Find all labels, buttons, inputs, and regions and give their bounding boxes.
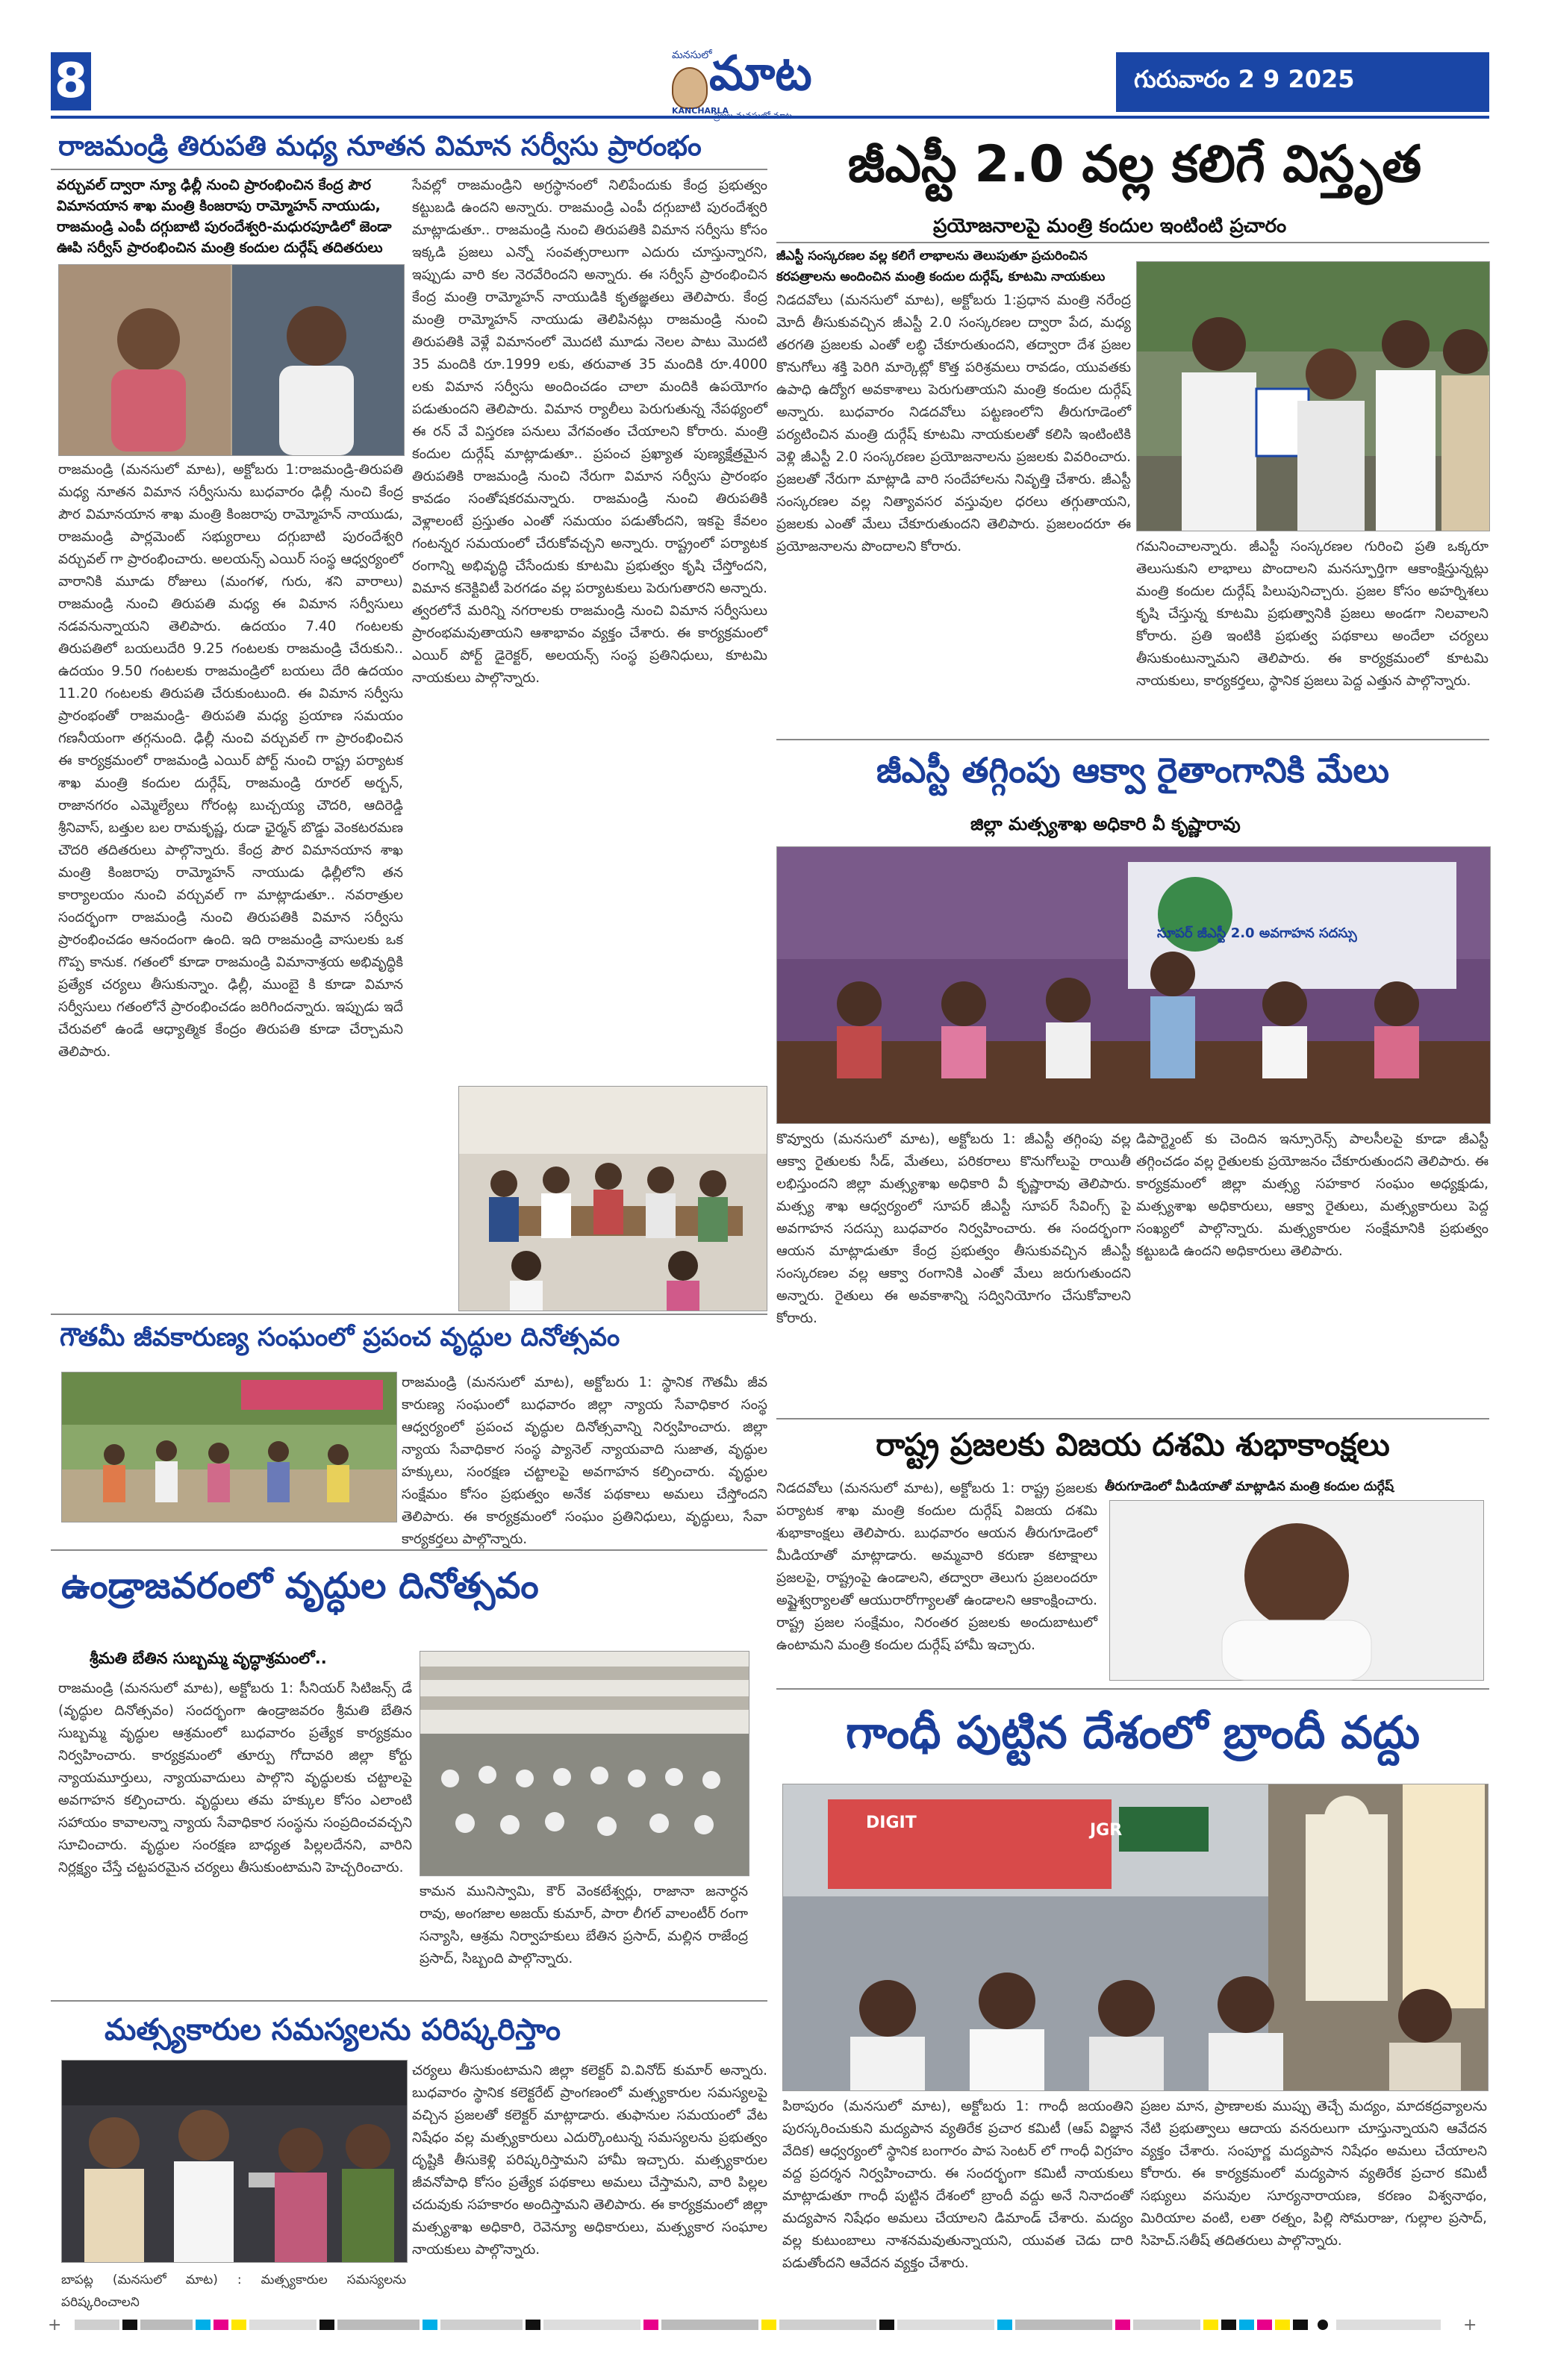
gautami-body: రాజమండ్రి (మనసులో మాట), అక్టోబరు 1: స్థానిక గౌతమీ జీవ కారుణ్య సంఘంలో బుధవారం జిల్లా న్యాయ సేవాధికార సంస్థ ఆధ్వర్యంలో ప్రపంచ వృద్ధుల దినోత్సవాన్ని నిర్వహించారు. జిల్లా న్యాయ సేవాధికార సంస్థ ప్యానెల్ న్యాయవాది సుజాత, వృద్ధుల హక్కులు, సంరక్షణ చట్టాలపై అవగాహన కల్పించారు. వృద్ధుల సంక్షేమం కోసం ప్రభుత్వం అనేక పథకాలు అమలు చేస్తోందని తెలిపారు. ఈ కార్యక్రమంలో సంఘం ప్రతినిధులు, వృద్ధులు, సేవా కార్యకర్తలు పాల్గొన్నారు.	[402, 1375, 767, 1547]
aqua-body-col1: కొవ్వూరు (మనసులో మాట), అక్టోబరు 1: జీఎస్టీ తగ్గింపు వల్ల ఆక్వా రైతులకు సీడ్, మేతలు, పరికరాలు కొనుగోలుపై రాయితీ లభిస్తుందని జిల్లా మత్స్యశాఖ అధికారి వీ కృష్ణారావు తెలిపారు. మత్స్య శాఖ ఆధ్వర్యంలో సూపర్ జీఎస్టీ సూపర్ సేవింగ్స్ పై అవగాహన సదస్సు బుధవారం నిర్వహించారు. ఈ సందర్భంగా ఆయన మాట్లాడుతూ కేంద్ర ప్రభుత్వం తీసుకువచ్చిన జీఎస్టీ సంస్కరణల వల్ల ఆక్వా రంగానికి ఎంతో మేలు జరుగుతుందని అన్నారు. రైతులు ఈ అవకాశాన్ని సద్వినియోగం చేసుకోవాలని కోరారు.	[776, 1131, 1131, 1326]
masthead-small: మనసులో	[672, 49, 712, 61]
wishes-portrait-art	[1110, 1501, 1483, 1680]
wishes-portrait-photo	[1109, 1500, 1484, 1681]
gst-body-col1: నిడదవోలు (మనసులో మాట), అక్టోబరు 1:ప్రధాన మంత్రి నరేంద్ర మోదీ తీసుకువచ్చిన జీఎస్టీ 2.0 సంస్కరణల ద్వారా పేద, మధ్య తరగతి ప్రజలకు ఎంతో లబ్ధి చేకూరుతుందని, తద్వారా దేశ ప్రజల కొనుగోలు శక్తి పెరిగి మార్కెట్లో కొత్త పరిశ్రమలు రావడం, యువతకు ఉపాధి ఉద్యోగ అవకాశాలు పెరుగుతాయని మంత్రి కందుల దుర్గేష్ అన్నారు. బుధవారం నిడదవోలు పట్టణంలోని తీరుగూడెంలో పర్యటించిన మంత్రి దుర్గేష్ కూటమి నాయకులతో కలిసి ఇంటింటికి వెళ్లి జీఎస్టీ 2.0 సంస్కరణల ప్రయోజనాలను ప్రజలకు వివరించారు. ప్రజలతో నేరుగా మాట్లాడి వారి సందేహాలను నివృత్తి చేశారు. జీఎస్టీ సంస్కరణల వల్ల నిత్యావసర వస్తువుల ధరలు తగ్గుతాయని, ప్రజలకు ఎంతో మేలు చేకూరుతుందని తెలిపారు. ప్రజలందరూ ఈ ప్రయోజనాలను పొందాలని కోరారు.	[776, 293, 1131, 555]
flight-headline: రాజమండ్రి తిరుపతి మధ్య నూతన విమాన సర్వీసు ప్రారంభం	[58, 130, 702, 162]
gst-headline: జీఎస్టీ 2.0 వల్ల కలిగే విస్తృత	[847, 135, 1422, 194]
flight-meeting-photo-art	[59, 265, 404, 455]
wishes-body: నిడదవోలు (మనసులో మాట), అక్టోబరు 1: రాష్ట్ర ప్రజలకు పర్యాటక శాఖ మంత్రి కందుల దుర్గేష్ విజయ దశమి శుభాకాంక్షలు తెలిపారు. బుధవారం ఆయన తీరుగూడెంలో మీడియాతో మాట్లాడారు. అమ్మవారి కరుణా కటాక్షాలు ప్రజలపై, రాష్ట్రంపై ఉండాలని, తద్వారా తెలుగు ప్రజలందరూ అష్టైశ్వర్యాలతో ఆయురారోగ్యాలతో ఉండాలని ఆకాంక్షించారు. రాష్ట్ర ప్రజల సంక్షేమం, నిరంతర ప్రజలకు అందుబాటులో ఉంటామని మంత్రి కందుల దుర్గేష్ హామీ ఇచ్చారు.	[776, 1481, 1097, 1653]
date-band: గురువారం 2 9 2025	[1116, 52, 1489, 112]
fishermen-body: చర్యలు తీసుకుంటామని జిల్లా కలెక్టర్ వి.వినోద్ కుమార్ అన్నారు. బుధవారం స్థానిక కలెక్టరేట్ ప్రాంగణంలో మత్స్యకారుల సమస్యలపై వచ్చిన ప్రజలతో కలెక్టర్ మాట్లాడారు. తుఫానుల సమయంలో వేట నిషేధం వల్ల మత్స్యకారులు ఎదుర్కొంటున్న సమస్యలను ప్రభుత్వం దృష్టికి తీసుకెళ్లి పరిష్కరిస్తామని హామీ ఇచ్చారు. మత్స్యకారుల జీవనోపాధి కోసం ప్రత్యేక పథకాలు అమలు చేస్తామని, వారి పిల్లల చదువుకు సహకారం అందిస్తామని తెలిపారు. ఈ కార్యక్రమంలో జిల్లా మత్స్యశాఖ అధికారి, రెవెన్యూ అధికారులు, మత్స్యకార సంఘాల నాయకులు పాల్గొన్నారు.	[412, 2063, 767, 2258]
masthead	[672, 46, 844, 121]
aqua-banner-text: సూపర్ జీఎస్టీ 2.0 అవగాహన సదస్సు	[1157, 925, 1357, 941]
gst-body-col2: గమనించాలన్నారు. జీఎస్టీ సంస్కరణల గురించి ప్రతి ఒక్కరూ తెలుసుకుని లాభాలు పొందాలని మనస్ఫూర్తిగా ఆకాంక్షిస్తున్నట్లు మంత్రి కందుల దుర్గేష్ పిలుపునిచ్చారు. ప్రజల కోసం అహర్నిశలు కృషి చేస్తున్న కూటమి ప్రభుత్వానికి ప్రజలు అండగా నిలవాలని కోరారు. ప్రతి ఇంటికి ప్రభుత్వ పథకాలు అందేలా చర్యలు తీసుకుంటున్నామని తెలిపారు. ఈ కార్యక్రమంలో కూటమి నాయకులు, కార్యకర్తలు, స్థానిక ప్రజలు పెద్ద ఎత్తున పాల్గొన్నారు.	[1136, 539, 1489, 689]
gautami-photo-art	[62, 1372, 396, 1522]
aqua-subhead: జిల్లా మత్స్యశాఖ అధికారి వీ కృష్ణారావు	[970, 813, 1241, 834]
registration-bar	[45, 2314, 1493, 2336]
undrajavaram-photo-art	[420, 1652, 749, 1875]
gandhi-body-col2: ప్రజల మాన, ప్రాణాలకు ముప్పు తెచ్చే మద్యం, మాదకద్రవ్యాలను నేటి ప్రభుత్వాలు ఆదాయ వనరులుగా చూస్తున్నాయని ఆవేదన వ్యక్తం చేశారు. సంపూర్ణ మద్యపాన నిషేధం అమలు చేయాలని కోరారు. ఈ కార్యక్రమంలో మద్యపాన వ్యతిరేక ప్రచార కమిటీ సభ్యులు వసువుల సూర్యనారాయణ, కరణం విశ్వనాథం, మిరియాల వంటి, లతా రత్నం, పిల్లి సోమరాజు, గుల్లాల ప్రసాద్, సిహెచ్.సతీష్ తదితరులు పాల్గొన్నారు.	[1141, 2099, 1487, 2249]
aqua-meeting-photo	[776, 846, 1491, 1124]
flight-meeting-photo	[58, 264, 405, 456]
gautami-headline: గౌతమీ జీవకారుణ్య సంఘంలో ప్రపంచ వృద్ధుల దినోత్సవం	[60, 1322, 620, 1352]
fishermen-caption: బాపట్ల (మనసులో మాట) : మత్స్యకారుల సమస్యలను పరిష్కరించాలని	[61, 2273, 406, 2310]
aqua-rule	[776, 739, 1489, 740]
aqua-body-col2: డిపార్ట్మెంట్ కు చెందిన ఇన్సూరెన్స్ పాలసీలపై కూడా జీఎస్టీ తగ్గించడం వల్ల రైతులకు ప్రయోజనం చేకూరుతుందని తెలిపారు. ఈ కార్యక్రమంలో జిల్లా మత్స్య సహకార సంఘం అధ్యక్షుడు, మత్స్యశాఖ అధికారులు, ఆక్వా రైతులు, మత్స్యకారులు పెద్ద సంఖ్యలో పాల్గొన్నారు. మత్స్యకారుల సంక్షేమానికి ప్రభుత్వం కట్టుబడి ఉందని అధికారులు తెలిపారు.	[1136, 1131, 1489, 1259]
gandhi-photo-jgr-sign: JGR	[1090, 1821, 1123, 1840]
registration-bar-art	[45, 2314, 1493, 2336]
flight-body-col1: రాజమండ్రి (మనసులో మాట), అక్టోబరు 1:రాజమండ్రి-తిరుపతి మధ్య నూతన విమాన సర్వీసును బుధవారం ఢిల్లీ నుంచి కేంద్ర పౌర విమానయాన శాఖ మంత్రి కింజరాపు రామ్మోహన్ నాయుడు, రాజమండ్రి పార్లమెంట్ సభ్యురాలు దగ్గుబాటి పురందేశ్వరి వర్చువల్ గా ప్రారంభించారు. అలయన్స్ ఎయిర్ సంస్థ ఆధ్వర్యంలో వారానికి మూడు రోజులు (మంగళ, గురు, శని వారాలు) రాజమండ్రి నుంచి తిరుపతి మధ్య ఈ విమాన సర్వీసులు నడవనున్నాయని తెలిపారు. ఉదయం 7.40 గంటలకు తిరుపతిలో బయలుదేరి 9.25 గంటలకు రాజమండ్రి చేరుకుని.. ఉదయం 9.50 గంటలకు రాజమండ్రిలో బయలు దేరి ఉదయం 11.20 గంటలకు తిరుపతి చేరుకుంటుంది. ఈ విమాన సర్వీసు ప్రారంభంతో రాజమండ్రి- తిరుపతి మధ్య ప్రయాణ సమయం గణనీయంగా తగ్గనుంది. ఢిల్లీ నుంచి వర్చువల్ గా ప్రారంభించిన ఈ కార్యక్రమంలో రాజమండ్రి ఎయిర్ పోర్ట్ నుంచి రాష్ట్ర పర్యాటక శాఖ మంత్రి కందుల దుర్గేష్, రాజమండ్రి రూరల్ అర్బన్, రాజానగరం ఎమ్మెల్యేలు గోరంట్ల బుచ్చయ్య చౌదరి, ఆదిరెడ్డి శ్రీనివాస్, బత్తుల బల రామకృష్ణ, రుడా ఛైర్మన్ బొడ్డు వెంకటరమణ చౌదరి తదితరులు పాల్గొన్నారు. కేంద్ర పౌర విమానయాన శాఖ మంత్రి కింజరాపు రామ్మోహన్ నాయుడు ఢిల్లీలోని తన కార్యాలయం నుంచి వర్చువల్ గా మాట్లాడుతూ.. నవరాత్రుల సందర్భంగా రాజమండ్రి నుంచి తిరుపతికి విమాన సర్వీసు ప్రారంభించడం ఆనందంగా ఉంది. ఇది రాజమండ్రి వాసులకు ఒక గొప్ప కానుక. గతంలో కూడా రాజమండ్రి విమానాశ్రయ అభివృద్ధికి ప్రత్యేక చర్యలు తీసుకున్నాం. ఢిల్లీ, ముంబై కి కూడా విమాన సర్వీసులు గతంలోనే ప్రారంభించడం జరిగిందన్నారు. ఇప్పుడు ఇదే చేరువలో ఉండే ఆధ్యాత్మిక కేంద్రం తిరుపతి కూడా చేర్చామని తెలిపారు.	[58, 462, 403, 1060]
flight-event-photo-art	[459, 1087, 767, 1311]
gst-caption-2: కరపత్రాలను అందించిన మంత్రి కందుల దుర్గేష్, కూటమి నాయకులు	[776, 269, 1106, 284]
masthead-title: మాట	[709, 46, 812, 101]
gandhi-photo-shop-sign: DIGIT	[866, 1814, 917, 1832]
gandhi-body-col1: పిఠాపురం (మనసులో మాట), అక్టోబరు 1: గాంధీ జయంతిని పురస్కరించుకుని మద్యపాన వ్యతిరేక ప్రచార కమిటీ (ఆప్ విజ్ఞాన వేదిక) ఆధ్వర్యంలో స్థానిక బంగారం పాప సెంటర్ లో గాంధీ విగ్రహం వద్ద ప్రదర్శన నిర్వహించారు. ఈ సందర్భంగా కమిటీ నాయకులు మాట్లాడుతూ గాంధీ పుట్టిన దేశంలో బ్రాందీ వద్దు అనే నినాదంతో మద్యపాన నిషేధం అమలు చేయాలని డిమాండ్ చేశారు. మద్యం వల్ల కుటుంబాలు నాశనమవుతున్నాయని, యువత చెడు దారి పడుతోందని ఆవేదన వ్యక్తం చేశారు.	[782, 2099, 1133, 2271]
undrajavaram-rule	[51, 1549, 767, 1551]
header-rule	[51, 116, 1489, 119]
wishes-headline: రాష్ట్ర ప్రజలకు విజయ దశమి శుభాకాంక్షలు	[876, 1426, 1390, 1463]
undrajavaram-body-col2: కామన మునిస్వామి, కౌర్ వెంకటేశ్వర్లు, రాజానా జనార్ధన రావు, అంగజాల అజయ్ కుమార్, పారా లీగల్ వాలంటీర్ రంగా సన్యాసి, ఆశ్రమ నిర్వాహకులు బేతిన ప్రసాద్, మల్లిన రాజేంద్ర ప్రసాద్, సిబ్బంది పాల్గొన్నారు.	[420, 1884, 748, 1967]
gst-campaign-photo-art	[1137, 262, 1489, 531]
wishes-rule	[776, 1418, 1489, 1419]
aqua-headline: జీఎస్టీ తగ్గింపు ఆక్వా రైతాంగానికి మేలు	[876, 750, 1389, 790]
flight-event-photo	[458, 1086, 767, 1311]
gst-subhead: ప్రయోజనాలపై మంత్రి కందుల ఇంటింటి ప్రచారం	[933, 215, 1287, 237]
undrajavaram-headline: ఉండ్రాజవరంలో వృద్ధుల దినోత్సవం	[61, 1565, 539, 1607]
svg-text:+: +	[1463, 2316, 1477, 2334]
masthead-portrait	[672, 67, 708, 109]
page-number: 8	[51, 52, 91, 110]
fishermen-headline: మత్స్యకారుల సమస్యలను పరిష్కరిస్తాం	[105, 2013, 561, 2047]
undrajavaram-subhead: శ్రీమతి బేతిన సుబ్బమ్మ వృద్ధాశ్రమంలో..	[90, 1649, 327, 1667]
fishermen-rule	[51, 2000, 767, 2002]
fishermen-photo-art	[62, 2061, 407, 2262]
gst-campaign-photo	[1136, 261, 1490, 531]
gandhi-headline: గాంధీ పుట్టిన దేశంలో బ్రాందీ వద్దు	[846, 1707, 1420, 1759]
gandhi-rule	[776, 1688, 1489, 1690]
gst-rule	[776, 242, 1489, 243]
wishes-caption: తీరుగూడెంలో మీడియాతో మాట్లాడిన మంత్రి కందుల దుర్గేష్	[1105, 1479, 1394, 1494]
flight-rule	[51, 169, 767, 170]
masthead-kancharla: KANCHARLA	[672, 106, 729, 116]
undrajavaram-photo	[420, 1651, 749, 1876]
gautami-photo	[61, 1372, 397, 1522]
flight-intro: వర్చువల్ ద్వారా న్యూ ఢిల్లీ నుంచి ప్రారంభించిన కేంద్ర పౌర విమానయాన శాఖ మంత్రి కింజరాపు రామ్మోహన్ నాయుడు, రాజమండ్రి ఎంపీ దగ్గుబాటి పురందేశ్వరి-మధురపూడిలో జెండా ఊపి సర్వీస్ ప్రారంభించిన మంత్రి కందుల దుర్గేష్ తదితరులు	[57, 177, 392, 256]
undrajavaram-body-col1: రాజమండ్రి (మనసులో మాట), అక్టోబరు 1: సీనియర్ సిటిజన్స్ డే (వృద్ధుల దినోత్సవం) సందర్భంగా ఉండ్రాజవరం శ్రీమతి బేతిన సుబ్బమ్మ వృద్ధుల ఆశ్రమంలో బుధవారం ప్రత్యేక కార్యక్రమం నిర్వహించారు. కార్యక్రమంలో తూర్పు గోదావరి జిల్లా కోర్టు న్యాయమూర్తులు, న్యాయవాదులు పాల్గొని వృద్ధులకు చట్టాలపై అవగాహన కల్పించారు. వృద్ధులు తమ హక్కుల కోసం ఎలాంటి సహాయం కావాలన్నా న్యాయ సేవాధికార సంస్థను సంప్రదించవచ్చని సూచించారు. వృద్ధుల సంరక్షణ బాధ్యత పిల్లలదేనని, వారిని నిర్లక్ష్యం చేస్తే చట్టపరమైన చర్యలు తీసుకుంటామని హెచ్చరించారు.	[58, 1681, 412, 1875]
svg-text:+: +	[48, 2316, 62, 2334]
fishermen-photo	[61, 2060, 408, 2263]
gst-caption-1: జీఎస్టీ సంస్కరణల వల్ల కలిగే లాభాలను తెలుపుతూ ప్రచురించిన	[776, 249, 1088, 263]
aqua-meeting-photo-art	[777, 847, 1490, 1123]
gautami-rule	[51, 1314, 767, 1315]
flight-body-col2: సేవల్లో రాజమండ్రిని అగ్రస్థానంలో నిలిపేందుకు కేంద్ర ప్రభుత్వం కట్టుబడి ఉందని అన్నారు. రాజమండ్రి ఎంపీ దగ్గుబాటి పురందేశ్వరి మాట్లాడుతూ.. రాజమండ్రి నుంచి తిరుపతికి విమాన సర్వీసు కోసం ఇక్కడి ప్రజలు ఎన్నో సంవత్సరాలుగా ఎదురు చూస్తున్నారని, ఇప్పుడు వారి కల నెరవేరిందని అన్నారు. ఈ సర్వీస్ ప్రారంభించిన కేంద్ర మంత్రి రామ్మోహన్ నాయుడికి కృతజ్ఞతలు తెలిపారు. కేంద్ర మంత్రి రామ్మోహన్ నాయుడు తెలిపినట్లు రాజమండ్రి నుంచి తిరుపతికి వెళ్లే విమానంలో మొదటి మూడు నెలల పాటు మొదటి 35 మందికి రూ.1999 లకు, తరువాత 35 మందికి రూ.4000 లకు విమాన సర్వీసు అందించడం చాలా మందికి ఉపయోగం పడుతుందని తెలిపారు. విమాన ర్యాలీలు పెరుగుతున్న నేపథ్యంలో ఈ రన్ వే విస్తరణ పనులు వేగవంతం చేయాలని కోరారు. మంత్రి కందుల దుర్గేష్ మాట్లాడుతూ.. ప్రపంచ ప్రఖ్యాత పుణ్యక్షేత్రమైన తిరుపతికి రాజమండ్రి నుంచి నేరుగా విమాన సర్వీసు ప్రారంభం కావడం సంతోషకరమన్నారు. రాజమండ్రి నుంచి తిరుపతికి వెళ్లాలంటే ప్రస్తుతం ఎంతో సమయం పడుతోందని, ఇకపై కేవలం గంటన్నర సమయంలో చేరుకోవచ్చని అన్నారు. రాష్ట్రంలో పర్యాటక రంగాన్ని అభివృద్ధి చేసేందుకు కూటమి ప్రభుత్వం కృషి చేస్తోందని, విమాన కనెక్టివిటీ పెరగడం వల్ల పర్యాటకులు పెరుగుతారని అన్నారు. త్వరలోనే మరిన్ని నగరాలకు రాజమండ్రి నుంచి విమాన సర్వీసులు ప్రారంభమవుతాయని ఆశాభావం వ్యక్తం చేశారు. ఈ కార్యక్రమంలో ఎయిర్ పోర్ట్ డైరెక్టర్, అలయన్స్ సంస్థ ప్రతినిధులు, కూటమి నాయకులు పాల్గొన్నారు.	[412, 178, 767, 686]
